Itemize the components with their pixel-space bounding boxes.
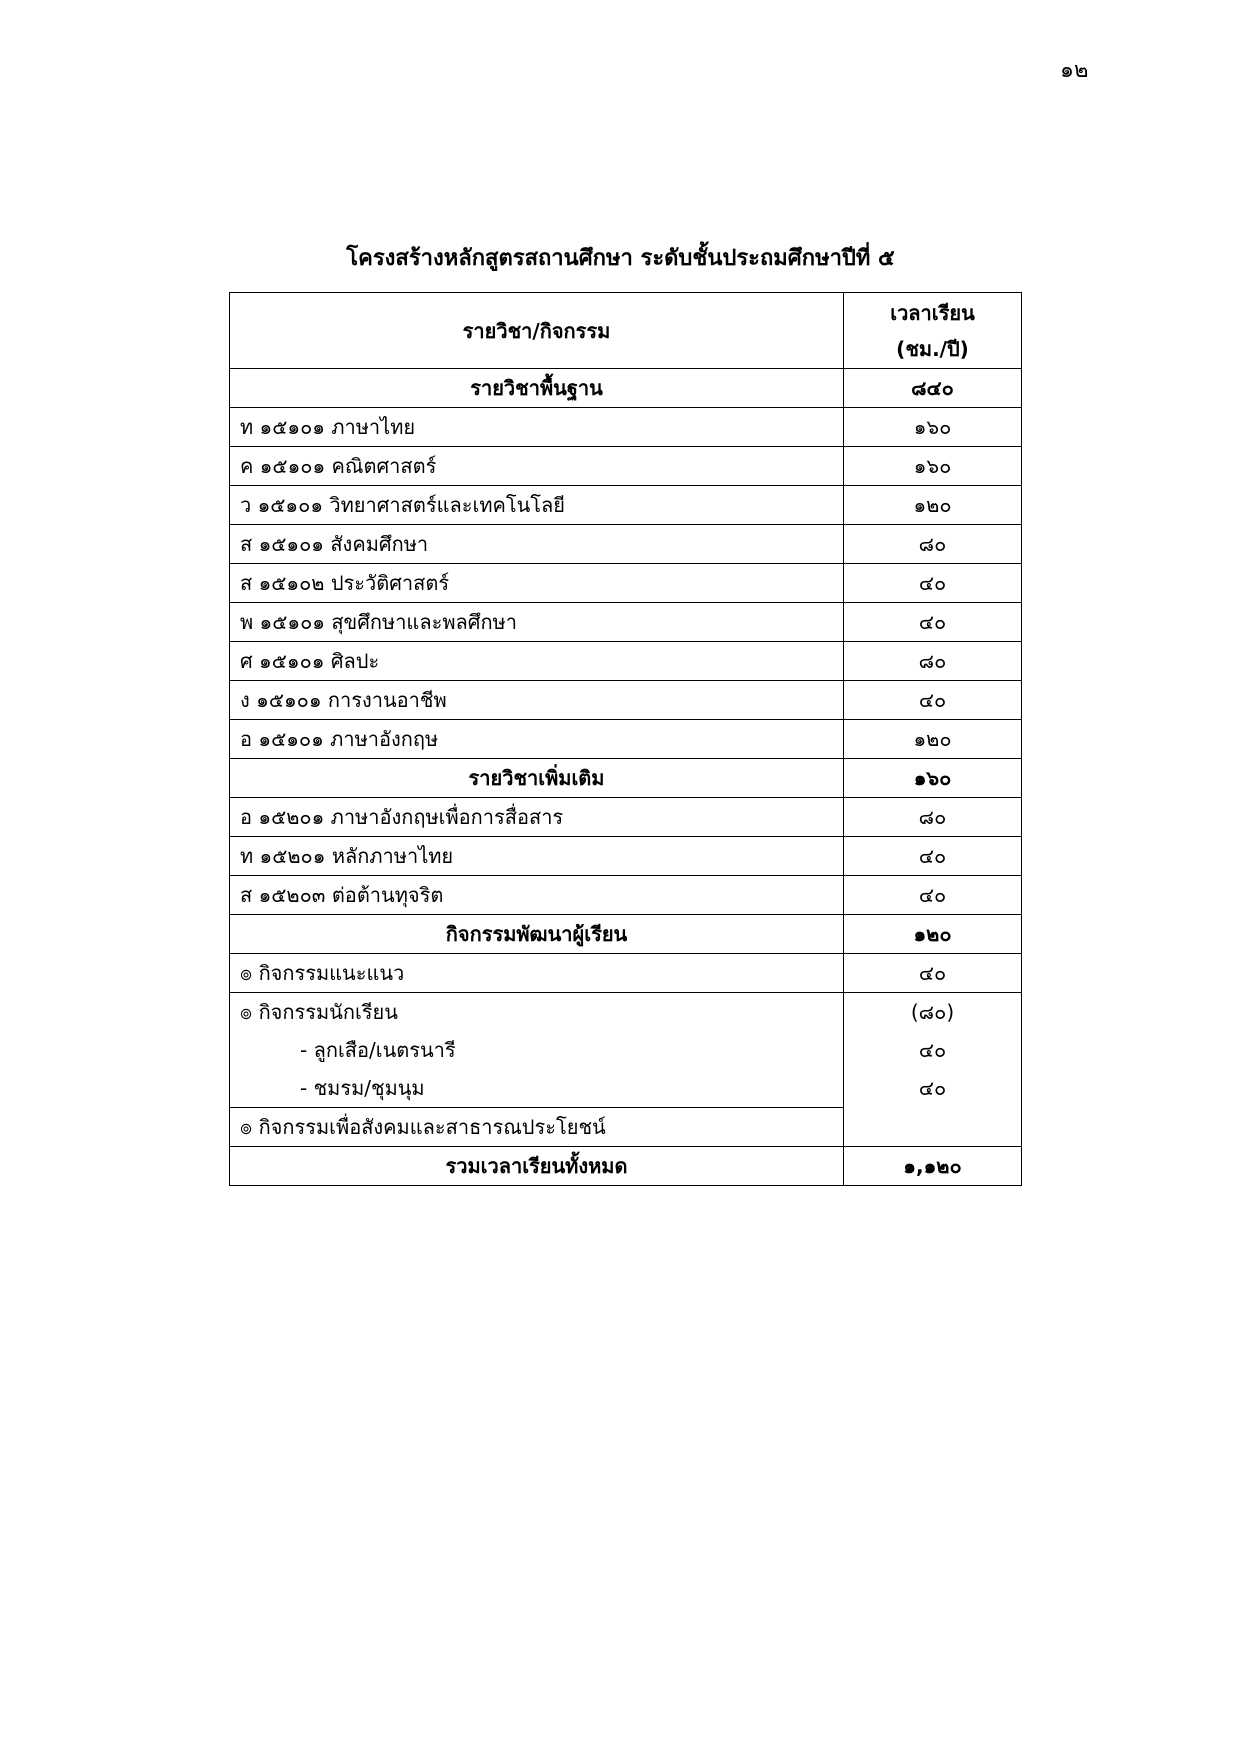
student-activity-item-club-hours: ๔๐ (918, 1076, 947, 1100)
subject-cell: ส ๑๕๑๐๑ สังคมศึกษา (230, 525, 844, 564)
header-hours-line1: เวลาเรียน (890, 300, 975, 325)
table-row (230, 681, 1022, 720)
page-number: ๑๒ (1060, 58, 1089, 83)
table-header-row (230, 293, 1022, 369)
subject-cell: ส ๑๕๑๐๒ ประวัติศาสตร์ (230, 564, 844, 603)
table-row (230, 603, 1022, 642)
hours-cell: ๑๒๐ (844, 486, 1022, 525)
hours-cell (844, 993, 1022, 1147)
table-row (230, 837, 1022, 876)
subject-cell: ค ๑๕๑๐๑ คณิตศาสตร์ (230, 447, 844, 486)
hours-cell: ๑๖๐ (844, 447, 1022, 486)
section-hours: ๑๒๐ (844, 915, 1022, 954)
subject-cell: ท ๑๕๑๐๑ ภาษาไทย (230, 408, 844, 447)
total-row (230, 1147, 1022, 1186)
page-title: โครงสร้างหลักสูตรสถานศึกษา ระดับชั้นประถมศึกษาปีที่ ๕ (346, 246, 895, 271)
section-hours: ๘๔๐ (844, 369, 1022, 408)
table-row (230, 720, 1022, 759)
subject-cell (230, 993, 844, 1108)
table-row (230, 486, 1022, 525)
section-basic (230, 369, 1022, 408)
subject-cell: ๏ กิจกรรมเพื่อสังคมและสาธารณประโยชน์ (230, 1108, 844, 1147)
subject-cell: ๏ กิจกรรมแนะแนว (230, 954, 844, 993)
section-label: รายวิชาเพิ่มเติม (230, 759, 844, 798)
table-row (230, 954, 1022, 993)
subject-cell: ง ๑๕๑๐๑ การงานอาชีพ (230, 681, 844, 720)
student-activity-hours: (๘๐) (910, 1000, 955, 1024)
header-hours-line2: (ชม./ปี) (896, 336, 969, 361)
section-label: กิจกรรมพัฒนาผู้เรียน (230, 915, 844, 954)
hours-cell: ๔๐ (844, 681, 1022, 720)
total-hours: ๑,๑๒๐ (844, 1147, 1022, 1186)
section-additional (230, 759, 1022, 798)
table-row (230, 564, 1022, 603)
hours-cell: ๔๐ (844, 564, 1022, 603)
subject-cell: ว ๑๕๑๐๑ วิทยาศาสตร์และเทคโนโลยี (230, 486, 844, 525)
hours-cell: ๘๐ (844, 525, 1022, 564)
table-row (230, 447, 1022, 486)
subject-cell: ท ๑๕๒๐๑ หลักภาษาไทย (230, 837, 844, 876)
subject-cell: ศ ๑๕๑๐๑ ศิลปะ (230, 642, 844, 681)
hours-cell: ๔๐ (844, 837, 1022, 876)
hours-cell: ๘๐ (844, 642, 1022, 681)
section-activities (230, 915, 1022, 954)
hours-cell: ๑๒๐ (844, 720, 1022, 759)
student-activity-item-scout: - ลูกเสือ/เนตรนารี (300, 1038, 456, 1062)
curriculum-table (229, 292, 1022, 1186)
subject-cell: พ ๑๕๑๐๑ สุขศึกษาและพลศึกษา (230, 603, 844, 642)
subject-cell: อ ๑๕๒๐๑ ภาษาอังกฤษเพื่อการสื่อสาร (230, 798, 844, 837)
section-hours: ๑๖๐ (844, 759, 1022, 798)
subject-cell: ส ๑๕๒๐๓ ต่อต้านทุจริต (230, 876, 844, 915)
table-row (230, 798, 1022, 837)
table-row (230, 642, 1022, 681)
subject-cell: อ ๑๕๑๐๑ ภาษาอังกฤษ (230, 720, 844, 759)
header-hours (844, 293, 1022, 369)
hours-cell: ๔๐ (844, 603, 1022, 642)
section-label: รายวิชาพื้นฐาน (230, 369, 844, 408)
student-activity-item-scout-hours: ๔๐ (918, 1038, 947, 1062)
hours-cell: ๔๐ (844, 954, 1022, 993)
student-activity-item-club: - ชมรม/ชุมนุม (300, 1076, 425, 1100)
table-row-student-activities (230, 993, 1022, 1108)
table-row (230, 876, 1022, 915)
hours-cell: ๘๐ (844, 798, 1022, 837)
table-row (230, 525, 1022, 564)
hours-cell: ๔๐ (844, 876, 1022, 915)
header-subject: รายวิชา/กิจกรรม (230, 293, 844, 369)
total-label: รวมเวลาเรียนทั้งหมด (230, 1147, 844, 1186)
table-row (230, 408, 1022, 447)
hours-cell: ๑๖๐ (844, 408, 1022, 447)
student-activity-label: ๏ กิจกรรมนักเรียน (240, 1000, 398, 1024)
